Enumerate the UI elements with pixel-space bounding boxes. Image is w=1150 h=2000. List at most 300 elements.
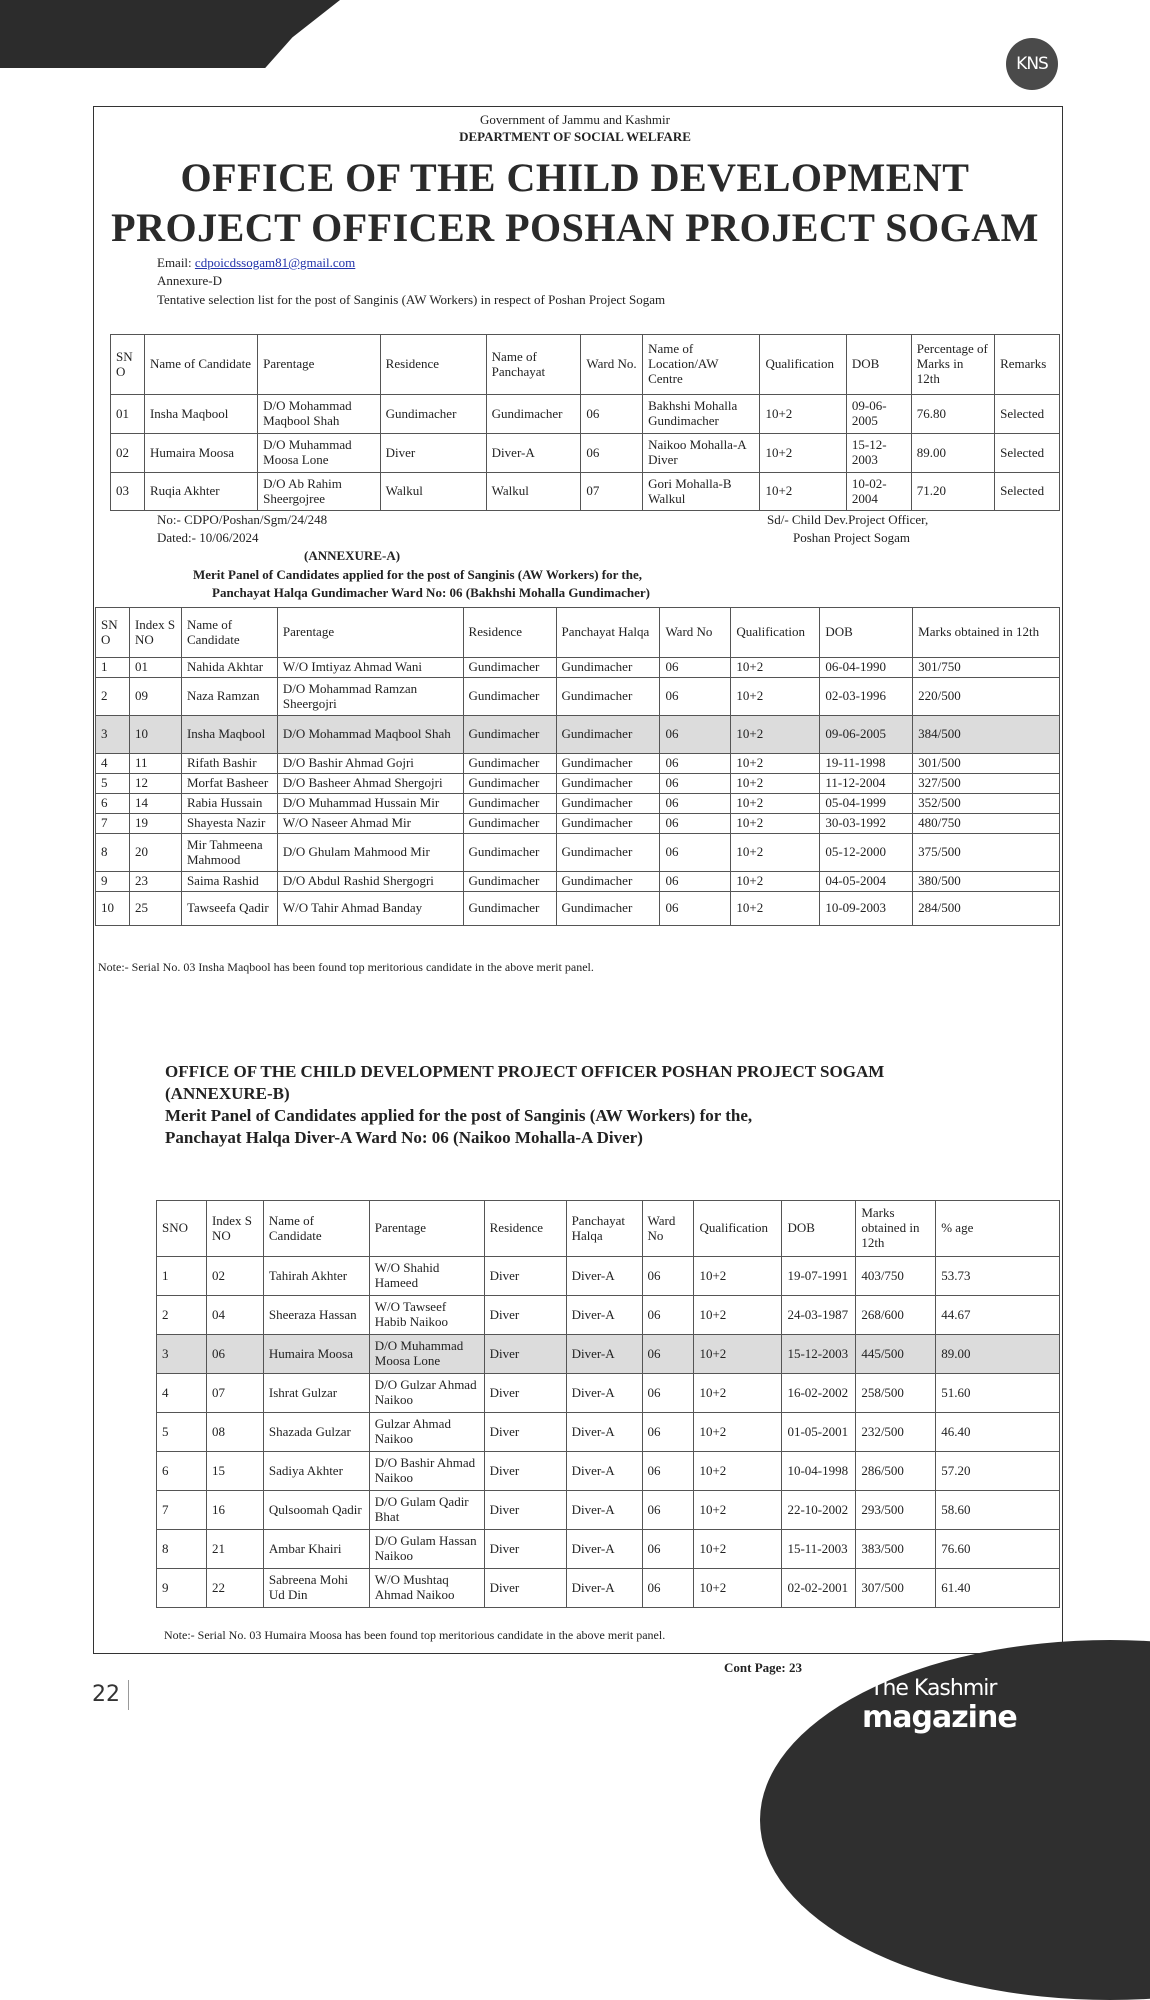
annexure-b-row xyxy=(157,1335,1060,1374)
annexure-a-cell: 9 xyxy=(96,872,130,892)
annexure-b-cell: 06 xyxy=(642,1491,694,1530)
selection-cell: Diver-A xyxy=(486,434,581,473)
annexure-a-title: Merit Panel of Candidates applied for the post of Sanginis (AW Workers) for the, xyxy=(193,567,642,582)
annexure-b-subtitle: Panchayat Halqa Diver-A Ward No: 06 (Naikoo Mohalla-A Diver) xyxy=(165,1128,643,1147)
selection-cell: D/O Ab Rahim Sheergojree xyxy=(258,473,380,511)
signatory-line2: Poshan Project Sogam xyxy=(793,530,910,545)
annexure-b-cell: Sabreena Mohi Ud Din xyxy=(263,1569,369,1608)
annexure-a-cell: 3 xyxy=(96,716,130,754)
annexure-a-header-cell: Name of Candidate xyxy=(181,608,277,658)
selection-cell: Bakhshi Mohalla Gundimacher xyxy=(643,395,760,434)
annexure-a-cell: 06 xyxy=(660,834,731,872)
annexure-a-header-cell: Panchayat Halqa xyxy=(556,608,660,658)
annexure-a-cell: Gundimacher xyxy=(463,814,556,834)
annexure-b-cell: Diver xyxy=(484,1296,566,1335)
annexure-b-cell: 3 xyxy=(157,1335,207,1374)
annexure-b-cell: Diver xyxy=(484,1491,566,1530)
annexure-a-row xyxy=(96,678,1060,716)
annexure-b-header-cell: DOB xyxy=(782,1201,856,1257)
annexure-a-cell: 10+2 xyxy=(731,892,820,926)
annexure-a-cell: 10-09-2003 xyxy=(820,892,913,926)
annexure-a-cell: Gundimacher xyxy=(556,834,660,872)
annexure-b-cell: 61.40 xyxy=(936,1569,1060,1608)
selection-header-cell: DOB xyxy=(846,335,911,395)
annexure-a-cell: Gundimacher xyxy=(556,754,660,774)
annexure-a-cell: Insha Maqbool xyxy=(181,716,277,754)
selection-header-cell: Remarks xyxy=(995,335,1060,395)
annexure-a-row xyxy=(96,814,1060,834)
annexure-a-cell: 25 xyxy=(129,892,181,926)
annexure-a-cell: 09-06-2005 xyxy=(820,716,913,754)
office-title-line1: OFFICE OF THE CHILD DEVELOPMENT xyxy=(180,155,970,200)
annexure-b-heading: (ANNEXURE-B) xyxy=(165,1084,290,1103)
annexure-a-cell: 5 xyxy=(96,774,130,794)
annexure-a-cell: Gundimacher xyxy=(556,658,660,678)
annexure-a-cell: 284/500 xyxy=(913,892,1060,926)
annexure-b-cell: 06 xyxy=(642,1413,694,1452)
selection-cell: Naikoo Mohalla-A Diver xyxy=(643,434,760,473)
corner-tab-decoration xyxy=(0,0,340,68)
annexure-a-cell: Gundimacher xyxy=(463,774,556,794)
annexure-b-cell: Shazada Gulzar xyxy=(263,1413,369,1452)
annexure-b-cell: 2 xyxy=(157,1296,207,1335)
annexure-d-label: Annexure-D xyxy=(157,273,222,288)
annexure-a-cell: 327/500 xyxy=(913,774,1060,794)
selection-cell: 07 xyxy=(581,473,643,511)
annexure-b-cell: 06 xyxy=(642,1257,694,1296)
annexure-a-cell: 301/750 xyxy=(913,658,1060,678)
annexure-b-cell: 06 xyxy=(642,1569,694,1608)
selection-cell: Selected xyxy=(995,473,1060,511)
annexure-a-header-cell: SN O xyxy=(96,608,130,658)
annexure-a-cell: 23 xyxy=(129,872,181,892)
annexure-a-cell: 05-04-1999 xyxy=(820,794,913,814)
annexure-a-cell: D/O Mohammad Maqbool Shah xyxy=(277,716,463,754)
annexure-a-cell: 30-03-1992 xyxy=(820,814,913,834)
annexure-a-cell: 301/500 xyxy=(913,754,1060,774)
annexure-b-row xyxy=(157,1530,1060,1569)
selection-cell: 76.80 xyxy=(911,395,994,434)
selection-header-cell: Residence xyxy=(380,335,486,395)
annexure-a-cell: 14 xyxy=(129,794,181,814)
annexure-b-cell: W/O Shahid Hameed xyxy=(369,1257,484,1296)
annexure-b-cell: Diver xyxy=(484,1413,566,1452)
annexure-b-cell: Ambar Khairi xyxy=(263,1530,369,1569)
annexure-a-cell: Gundimacher xyxy=(463,754,556,774)
annexure-a-cell: 10 xyxy=(96,892,130,926)
annexure-b-cell: 22-10-2002 xyxy=(782,1491,856,1530)
annexure-b-cell: Sadiya Akhter xyxy=(263,1452,369,1491)
annexure-b-cell: 44.67 xyxy=(936,1296,1060,1335)
annexure-a-cell: 384/500 xyxy=(913,716,1060,754)
selection-header-cell: Ward No. xyxy=(581,335,643,395)
annexure-b-header-cell: Qualification xyxy=(694,1201,782,1257)
annexure-b-cell: Diver xyxy=(484,1335,566,1374)
annexure-a-cell: 06 xyxy=(660,892,731,926)
annexure-a-cell: 11 xyxy=(129,754,181,774)
annexure-a-cell: 10+2 xyxy=(731,658,820,678)
selection-cell: Selected xyxy=(995,434,1060,473)
continued-page-label: Cont Page: 23 xyxy=(724,1660,802,1675)
annexure-b-cell: 6 xyxy=(157,1452,207,1491)
annexure-b-cell: 06 xyxy=(206,1335,263,1374)
annexure-a-cell: D/O Abdul Rashid Shergogri xyxy=(277,872,463,892)
annexure-a-cell: 10+2 xyxy=(731,774,820,794)
selection-cell: 03 xyxy=(111,473,145,511)
annexure-a-row xyxy=(96,872,1060,892)
annexure-a-cell: Saima Rashid xyxy=(181,872,277,892)
annexure-a-row xyxy=(96,834,1060,872)
annexure-a-header-row xyxy=(96,608,1060,658)
annexure-b-cell: Diver-A xyxy=(566,1491,642,1530)
annexure-b-cell: Gulzar Ahmad Naikoo xyxy=(369,1413,484,1452)
annexure-a-cell: 20 xyxy=(129,834,181,872)
annexure-a-cell: Gundimacher xyxy=(463,834,556,872)
annexure-a-cell: 480/750 xyxy=(913,814,1060,834)
annexure-b-table xyxy=(156,1200,1060,1608)
annexure-a-header-cell: Index S NO xyxy=(129,608,181,658)
selection-cell: Walkul xyxy=(486,473,581,511)
annexure-a-cell: 06 xyxy=(660,872,731,892)
selection-cell: 10+2 xyxy=(760,434,846,473)
annexure-b-header-cell: Parentage xyxy=(369,1201,484,1257)
annexure-a-cell: 05-12-2000 xyxy=(820,834,913,872)
annexure-a-cell: 09 xyxy=(129,678,181,716)
annexure-a-cell: 2 xyxy=(96,678,130,716)
annexure-a-cell: Morfat Basheer xyxy=(181,774,277,794)
selection-cell: 10+2 xyxy=(760,473,846,511)
annexure-b-cell: 24-03-1987 xyxy=(782,1296,856,1335)
annexure-a-cell: D/O Mohammad Ramzan Sheergojri xyxy=(277,678,463,716)
selection-cell: 06 xyxy=(581,395,643,434)
annexure-b-cell: Diver-A xyxy=(566,1530,642,1569)
annexure-b-cell: 10+2 xyxy=(694,1296,782,1335)
annexure-a-row xyxy=(96,658,1060,678)
annexure-b-cell: 06 xyxy=(642,1374,694,1413)
dept-heading: DEPARTMENT OF SOCIAL WELFARE xyxy=(459,129,691,144)
dated: Dated:- 10/06/2024 xyxy=(157,530,259,545)
annexure-b-cell: Diver xyxy=(484,1374,566,1413)
selection-cell: 01 xyxy=(111,395,145,434)
annexure-b-cell: 5 xyxy=(157,1413,207,1452)
annexure-b-header-cell: Panchayat Halqa xyxy=(566,1201,642,1257)
annexure-b-cell: 4 xyxy=(157,1374,207,1413)
annexure-b-cell: 9 xyxy=(157,1569,207,1608)
annexure-a-cell: 06 xyxy=(660,814,731,834)
annexure-b-cell: 16 xyxy=(206,1491,263,1530)
annexure-b-cell: 15 xyxy=(206,1452,263,1491)
annexure-b-cell: 19-07-1991 xyxy=(782,1257,856,1296)
selection-cell: Diver xyxy=(380,434,486,473)
annexure-b-cell: Humaira Moosa xyxy=(263,1335,369,1374)
annexure-b-cell: 06 xyxy=(642,1530,694,1569)
annexure-b-cell: D/O Muhammad Moosa Lone xyxy=(369,1335,484,1374)
selection-cell: D/O Mohammad Maqbool Shah xyxy=(258,395,380,434)
annexure-b-cell: D/O Gulzar Ahmad Naikoo xyxy=(369,1374,484,1413)
annexure-b-cell: 06 xyxy=(642,1452,694,1491)
annexure-a-cell: 06 xyxy=(660,716,731,754)
selection-row xyxy=(111,473,1060,511)
annexure-b-cell: Qulsoomah Qadir xyxy=(263,1491,369,1530)
annexure-a-header-cell: Qualification xyxy=(731,608,820,658)
annexure-a-row xyxy=(96,774,1060,794)
annexure-b-cell: D/O Bashir Ahmad Naikoo xyxy=(369,1452,484,1491)
annexure-a-cell: 10+2 xyxy=(731,754,820,774)
annexure-a-cell: 10+2 xyxy=(731,794,820,814)
annexure-a-cell: D/O Bashir Ahmad Gojri xyxy=(277,754,463,774)
annexure-b-office-title: OFFICE OF THE CHILD DEVELOPMENT PROJECT OFFICER POSHAN PROJECT SOGAM xyxy=(165,1062,885,1081)
annexure-a-cell: Gundimacher xyxy=(463,658,556,678)
annexure-a-cell: Gundimacher xyxy=(463,892,556,926)
annexure-b-cell: D/O Gulam Qadir Bhat xyxy=(369,1491,484,1530)
annexure-a-cell: 06 xyxy=(660,658,731,678)
email-line xyxy=(157,255,355,271)
annexure-b-cell: 22 xyxy=(206,1569,263,1608)
annexure-a-cell: 10+2 xyxy=(731,716,820,754)
selection-header-cell: Parentage xyxy=(258,335,380,395)
annexure-b-header-cell: Marks obtained in 12th xyxy=(856,1201,936,1257)
annexure-a-header-cell: Ward No xyxy=(660,608,731,658)
selection-cell: 02 xyxy=(111,434,145,473)
annexure-b-cell: W/O Tawseef Habib Naikoo xyxy=(369,1296,484,1335)
annexure-a-cell: W/O Naseer Ahmad Mir xyxy=(277,814,463,834)
kns-logo: KNS xyxy=(1006,38,1058,90)
selection-cell: Insha Maqbool xyxy=(144,395,257,434)
annexure-b-cell: 02 xyxy=(206,1257,263,1296)
selection-cell: 71.20 xyxy=(911,473,994,511)
annexure-b-cell: 89.00 xyxy=(936,1335,1060,1374)
annexure-a-cell: 06 xyxy=(660,678,731,716)
annexure-b-cell: Diver xyxy=(484,1530,566,1569)
annexure-a-row xyxy=(96,716,1060,754)
signatory-line1: Sd/- Child Dev.Project Officer, xyxy=(767,512,929,527)
annexure-b-cell: 06 xyxy=(642,1335,694,1374)
annexure-b-row xyxy=(157,1452,1060,1491)
annexure-a-header-cell: Marks obtained in 12th xyxy=(913,608,1060,658)
annexure-a-cell: 1 xyxy=(96,658,130,678)
annexure-a-cell: 220/500 xyxy=(913,678,1060,716)
annexure-a-cell: D/O Ghulam Mahmood Mir xyxy=(277,834,463,872)
annexure-a-table xyxy=(95,607,1060,926)
annexure-a-header-cell: DOB xyxy=(820,608,913,658)
selection-cell: Selected xyxy=(995,395,1060,434)
annexure-a-cell: Gundimacher xyxy=(463,794,556,814)
annexure-a-subtitle: Panchayat Halqa Gundimacher Ward No: 06 (Bakhshi Mohalla Gundimacher) xyxy=(212,585,650,600)
annexure-b-cell: 10+2 xyxy=(694,1530,782,1569)
selection-header-cell: Name of Candidate xyxy=(144,335,257,395)
annexure-a-row xyxy=(96,754,1060,774)
annexure-a-cell: Nahida Akhtar xyxy=(181,658,277,678)
email-link[interactable]: cdpoicdssogam81@gmail.com xyxy=(194,255,356,270)
selection-header-row xyxy=(111,335,1060,395)
annexure-a-cell: Mir Tahmeena Mahmood xyxy=(181,834,277,872)
annexure-b-cell: 10+2 xyxy=(694,1335,782,1374)
page-number-divider xyxy=(128,1680,129,1710)
annexure-a-cell: Gundimacher xyxy=(556,678,660,716)
annexure-b-cell: 268/600 xyxy=(856,1296,936,1335)
selection-cell: Walkul xyxy=(380,473,486,511)
selection-cell: 89.00 xyxy=(911,434,994,473)
annexure-b-cell: 21 xyxy=(206,1530,263,1569)
selection-cell: Gundimacher xyxy=(380,395,486,434)
annexure-b-cell: 10+2 xyxy=(694,1374,782,1413)
annexure-a-cell: D/O Basheer Ahmad Shergojri xyxy=(277,774,463,794)
annexure-a-cell: 375/500 xyxy=(913,834,1060,872)
annexure-a-cell: 6 xyxy=(96,794,130,814)
annexure-b-cell: 02-02-2001 xyxy=(782,1569,856,1608)
annexure-b-cell: 04 xyxy=(206,1296,263,1335)
annexure-a-cell: Gundimacher xyxy=(556,794,660,814)
annexure-b-cell: Sheeraza Hassan xyxy=(263,1296,369,1335)
annexure-a-cell: 11-12-2004 xyxy=(820,774,913,794)
annexure-b-cell: Tahirah Akhter xyxy=(263,1257,369,1296)
annexure-b-row xyxy=(157,1296,1060,1335)
selection-table xyxy=(110,334,1060,511)
ref-no: No:- CDPO/Poshan/Sgm/24/248 xyxy=(157,512,328,527)
annexure-b-cell: Diver xyxy=(484,1452,566,1491)
annexure-b-cell: 383/500 xyxy=(856,1530,936,1569)
annexure-b-cell: 06 xyxy=(642,1296,694,1335)
annexure-b-cell: 307/500 xyxy=(856,1569,936,1608)
annexure-b-cell: 445/500 xyxy=(856,1335,936,1374)
annexure-b-title: Merit Panel of Candidates applied for the post of Sanginis (AW Workers) for the, xyxy=(165,1106,753,1125)
annexure-a-cell: Rabia Hussain xyxy=(181,794,277,814)
annexure-a-row xyxy=(96,794,1060,814)
annexure-b-cell: 53.73 xyxy=(936,1257,1060,1296)
annexure-b-cell: 15-12-2003 xyxy=(782,1335,856,1374)
annexure-a-cell: Gundimacher xyxy=(463,678,556,716)
gov-heading: Government of Jammu and Kashmir xyxy=(480,112,670,127)
annexure-b-cell: 1 xyxy=(157,1257,207,1296)
selection-cell: 10-02-2004 xyxy=(846,473,911,511)
selection-row xyxy=(111,395,1060,434)
annexure-b-cell: 7 xyxy=(157,1491,207,1530)
selection-cell: Ruqia Akhter xyxy=(144,473,257,511)
annexure-a-cell: Gundimacher xyxy=(463,716,556,754)
annexure-a-cell: Gundimacher xyxy=(556,814,660,834)
selection-header-cell: Percentage of Marks in 12th xyxy=(911,335,994,395)
annexure-b-cell: 16-02-2002 xyxy=(782,1374,856,1413)
brand-logo-line2: magazine xyxy=(862,1700,1017,1735)
annexure-a-cell: 4 xyxy=(96,754,130,774)
annexure-a-header-cell: Residence xyxy=(463,608,556,658)
annexure-b-cell: 286/500 xyxy=(856,1452,936,1491)
annexure-a-cell: W/O Imtiyaz Ahmad Wani xyxy=(277,658,463,678)
annexure-b-row xyxy=(157,1413,1060,1452)
annexure-b-row xyxy=(157,1491,1060,1530)
annexure-a-cell: 8 xyxy=(96,834,130,872)
annexure-b-cell: Ishrat Gulzar xyxy=(263,1374,369,1413)
annexure-b-cell: 57.20 xyxy=(936,1452,1060,1491)
annexure-a-header-cell: Parentage xyxy=(277,608,463,658)
annexure-b-cell: W/O Mushtaq Ahmad Naikoo xyxy=(369,1569,484,1608)
annexure-b-cell: 58.60 xyxy=(936,1491,1060,1530)
annexure-b-header-cell: Name of Candidate xyxy=(263,1201,369,1257)
annexure-b-cell: Diver-A xyxy=(566,1452,642,1491)
annexure-b-cell: 10+2 xyxy=(694,1413,782,1452)
brand-logo-line1: The Kashmir xyxy=(870,1676,997,1701)
annexure-a-cell: Gundimacher xyxy=(556,716,660,754)
annexure-b-cell: 10-04-1998 xyxy=(782,1452,856,1491)
annexure-b-cell: Diver-A xyxy=(566,1374,642,1413)
annexure-a-note: Note:- Serial No. 03 Insha Maqbool has been found top meritorious candidate in the above merit panel. xyxy=(98,960,594,974)
annexure-b-cell: 10+2 xyxy=(694,1569,782,1608)
annexure-a-cell: Naza Ramzan xyxy=(181,678,277,716)
annexure-b-cell: 232/500 xyxy=(856,1413,936,1452)
annexure-a-cell: 380/500 xyxy=(913,872,1060,892)
annexure-a-cell: 352/500 xyxy=(913,794,1060,814)
annexure-a-cell: Gundimacher xyxy=(463,872,556,892)
annexure-a-cell: 10+2 xyxy=(731,872,820,892)
annexure-b-cell: Diver xyxy=(484,1257,566,1296)
annexure-a-cell: 12 xyxy=(129,774,181,794)
annexure-a-cell: Gundimacher xyxy=(556,774,660,794)
annexure-b-header-cell: Index S NO xyxy=(206,1201,263,1257)
page-number: 22 xyxy=(92,1682,120,1707)
annexure-b-cell: 15-11-2003 xyxy=(782,1530,856,1569)
annexure-b-cell: 76.60 xyxy=(936,1530,1060,1569)
annexure-a-cell: D/O Muhammad Hussain Mir xyxy=(277,794,463,814)
annexure-b-cell: Diver xyxy=(484,1569,566,1608)
annexure-b-header-cell: Ward No xyxy=(642,1201,694,1257)
annexure-b-cell: 46.40 xyxy=(936,1413,1060,1452)
annexure-b-note: Note:- Serial No. 03 Humaira Moosa has been found top meritorious candidate in the above merit panel. xyxy=(164,1628,666,1642)
selection-header-cell: Qualification xyxy=(760,335,846,395)
annexure-a-cell: 19 xyxy=(129,814,181,834)
selection-cell: Gundimacher xyxy=(486,395,581,434)
selection-header-cell: SN O xyxy=(111,335,145,395)
annexure-a-cell: Shayesta Nazir xyxy=(181,814,277,834)
annexure-b-cell: 403/750 xyxy=(856,1257,936,1296)
annexure-a-cell: 04-05-2004 xyxy=(820,872,913,892)
selection-cell: 10+2 xyxy=(760,395,846,434)
annexure-a-heading: (ANNEXURE-A) xyxy=(304,548,401,563)
selection-cell: D/O Muhammad Moosa Lone xyxy=(258,434,380,473)
selection-cell: 15-12-2003 xyxy=(846,434,911,473)
annexure-a-cell: 7 xyxy=(96,814,130,834)
annexure-b-header-cell: Residence xyxy=(484,1201,566,1257)
annexure-b-cell: Diver-A xyxy=(566,1335,642,1374)
annexure-b-cell: 10+2 xyxy=(694,1257,782,1296)
annexure-b-cell: 258/500 xyxy=(856,1374,936,1413)
annexure-b-cell: Diver-A xyxy=(566,1413,642,1452)
annexure-a-cell: W/O Tahir Ahmad Banday xyxy=(277,892,463,926)
selection-header-cell: Name of Location/AW Centre xyxy=(643,335,760,395)
annexure-a-cell: 06-04-1990 xyxy=(820,658,913,678)
annexure-b-cell: 07 xyxy=(206,1374,263,1413)
annexure-a-cell: Gundimacher xyxy=(556,872,660,892)
annexure-a-cell: 10+2 xyxy=(731,834,820,872)
annexure-b-cell: D/O Gulam Hassan Naikoo xyxy=(369,1530,484,1569)
office-title-line2: PROJECT OFFICER POSHAN PROJECT SOGAM xyxy=(111,205,1039,250)
selection-cell: Humaira Moosa xyxy=(144,434,257,473)
selection-cell: 06 xyxy=(581,434,643,473)
annexure-b-cell: Diver-A xyxy=(566,1257,642,1296)
selection-cell: Gori Mohalla-B Walkul xyxy=(643,473,760,511)
annexure-b-cell: 08 xyxy=(206,1413,263,1452)
annexure-b-header-cell: % age xyxy=(936,1201,1060,1257)
annexure-b-row xyxy=(157,1374,1060,1413)
annexure-b-cell: 293/500 xyxy=(856,1491,936,1530)
annexure-b-header-row xyxy=(157,1201,1060,1257)
annexure-a-cell: 06 xyxy=(660,774,731,794)
selection-row xyxy=(111,434,1060,473)
selection-cell: 09-06-2005 xyxy=(846,395,911,434)
annexure-a-cell: Tawseefa Qadir xyxy=(181,892,277,926)
annexure-a-cell: 19-11-1998 xyxy=(820,754,913,774)
annexure-a-cell: 06 xyxy=(660,794,731,814)
annexure-a-cell: 10+2 xyxy=(731,678,820,716)
